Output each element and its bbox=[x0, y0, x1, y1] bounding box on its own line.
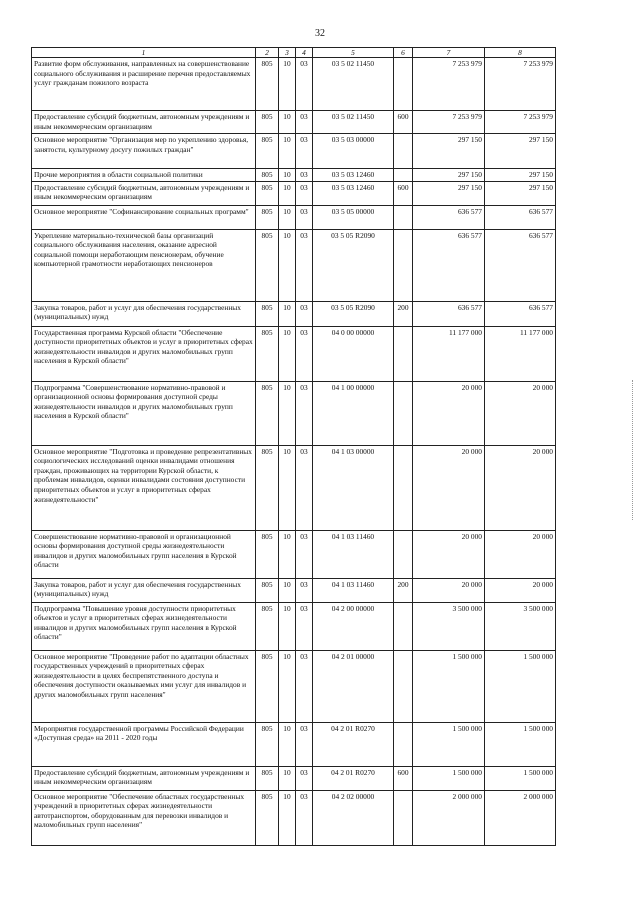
budget-table bbox=[31, 47, 556, 846]
margin-mark bbox=[632, 380, 634, 520]
amount-year-2: 1 500 000 bbox=[485, 766, 556, 790]
target-article-code: 04 2 00 00000 bbox=[313, 602, 394, 650]
expense-type-code: 600 bbox=[394, 111, 413, 134]
section-code: 10 bbox=[279, 134, 296, 169]
ministry-code: 805 bbox=[256, 381, 279, 445]
amount-year-1: 7 253 979 bbox=[413, 58, 485, 111]
amount-year-1: 1 500 000 bbox=[413, 722, 485, 766]
table-row bbox=[32, 790, 556, 845]
subsection-code: 03 bbox=[296, 766, 313, 790]
item-name: Подпрограмма "Повышение уровня доступности приоритетных объектов и услуг в приоритетных сферах жизнедеятельности инвалидов и других маломобильных групп населения в Курской области" bbox=[32, 602, 256, 650]
ministry-code: 805 bbox=[256, 326, 279, 381]
subsection-code: 03 bbox=[296, 58, 313, 111]
page-number: 32 bbox=[315, 28, 325, 39]
section-code: 10 bbox=[279, 229, 296, 301]
amount-year-2: 636 577 bbox=[485, 301, 556, 326]
expense-type-code bbox=[394, 58, 413, 111]
target-article-code: 04 1 00 00000 bbox=[313, 381, 394, 445]
expense-type-code: 600 bbox=[394, 766, 413, 790]
ministry-code: 805 bbox=[256, 766, 279, 790]
expense-type-code bbox=[394, 445, 413, 530]
subsection-code: 03 bbox=[296, 134, 313, 169]
section-code: 10 bbox=[279, 111, 296, 134]
section-code: 10 bbox=[279, 650, 296, 722]
amount-year-2: 20 000 bbox=[485, 445, 556, 530]
table-row bbox=[32, 578, 556, 602]
item-name: Основное мероприятие "Софинансирование социальных программ" bbox=[32, 205, 256, 229]
table-row bbox=[32, 205, 556, 229]
amount-year-1: 3 500 000 bbox=[413, 602, 485, 650]
amount-year-1: 297 150 bbox=[413, 169, 485, 182]
section-code: 10 bbox=[279, 326, 296, 381]
amount-year-2: 297 150 bbox=[485, 134, 556, 169]
header-row bbox=[32, 48, 556, 58]
ministry-code: 805 bbox=[256, 301, 279, 326]
item-name: Предоставление субсидий бюджетным, автономным учреждениям и иным некоммерческим организациям bbox=[32, 766, 256, 790]
target-article-code: 04 2 01 R0270 bbox=[313, 722, 394, 766]
ministry-code: 805 bbox=[256, 169, 279, 182]
subsection-code: 03 bbox=[296, 381, 313, 445]
header-cell: 8 bbox=[485, 48, 556, 58]
ministry-code: 805 bbox=[256, 181, 279, 205]
target-article-code: 03 5 03 00000 bbox=[313, 134, 394, 169]
amount-year-2: 20 000 bbox=[485, 381, 556, 445]
target-article-code: 04 0 00 00000 bbox=[313, 326, 394, 381]
ministry-code: 805 bbox=[256, 578, 279, 602]
amount-year-2: 2 000 000 bbox=[485, 790, 556, 845]
expense-type-code bbox=[394, 722, 413, 766]
section-code: 10 bbox=[279, 578, 296, 602]
section-code: 10 bbox=[279, 445, 296, 530]
subsection-code: 03 bbox=[296, 229, 313, 301]
subsection-code: 03 bbox=[296, 326, 313, 381]
amount-year-2: 297 150 bbox=[485, 181, 556, 205]
ministry-code: 805 bbox=[256, 205, 279, 229]
table-row bbox=[32, 326, 556, 381]
expense-type-code bbox=[394, 134, 413, 169]
section-code: 10 bbox=[279, 766, 296, 790]
target-article-code: 04 2 01 00000 bbox=[313, 650, 394, 722]
amount-year-1: 20 000 bbox=[413, 445, 485, 530]
target-article-code: 03 5 02 11450 bbox=[313, 111, 394, 134]
header-cell: 3 bbox=[279, 48, 296, 58]
amount-year-1: 636 577 bbox=[413, 229, 485, 301]
table-row bbox=[32, 111, 556, 134]
header-cell: 7 bbox=[413, 48, 485, 58]
expense-type-code: 200 bbox=[394, 578, 413, 602]
ministry-code: 805 bbox=[256, 58, 279, 111]
amount-year-2: 7 253 979 bbox=[485, 58, 556, 111]
section-code: 10 bbox=[279, 722, 296, 766]
target-article-code: 04 1 03 11460 bbox=[313, 578, 394, 602]
expense-type-code bbox=[394, 205, 413, 229]
subsection-code: 03 bbox=[296, 790, 313, 845]
amount-year-1: 2 000 000 bbox=[413, 790, 485, 845]
amount-year-2: 1 500 000 bbox=[485, 722, 556, 766]
header-cell: 1 bbox=[32, 48, 256, 58]
item-name: Закупка товаров, работ и услуг для обеспечения государственных (муниципальных) нужд bbox=[32, 301, 256, 326]
amount-year-2: 20 000 bbox=[485, 530, 556, 578]
item-name: Государственная программа Курской области "Обеспечение доступности приоритетных объектов и услуг в приоритетных сферах жизнедеятельности инвалидов и других маломобильных групп населения в Курской области" bbox=[32, 326, 256, 381]
subsection-code: 03 bbox=[296, 722, 313, 766]
table-row bbox=[32, 766, 556, 790]
item-name: Прочие мероприятия в области социальной политики bbox=[32, 169, 256, 182]
section-code: 10 bbox=[279, 205, 296, 229]
subsection-code: 03 bbox=[296, 602, 313, 650]
ministry-code: 805 bbox=[256, 650, 279, 722]
table-row bbox=[32, 530, 556, 578]
item-name: Подпрограмма "Совершенствование нормативно-правовой и организационной основы формирования доступной среды жизнедеятельности инвалидов и других маломобильных групп населения в Курской области" bbox=[32, 381, 256, 445]
item-name: Основное мероприятие "Организация мер по укреплению здоровья, занятости, культурному досугу пожилых граждан" bbox=[32, 134, 256, 169]
ministry-code: 805 bbox=[256, 445, 279, 530]
item-name: Предоставление субсидий бюджетным, автономным учреждениям и иным некоммерческим организациям bbox=[32, 111, 256, 134]
amount-year-2: 11 177 000 bbox=[485, 326, 556, 381]
table-row bbox=[32, 650, 556, 722]
amount-year-1: 297 150 bbox=[413, 134, 485, 169]
amount-year-2: 1 500 000 bbox=[485, 650, 556, 722]
expense-type-code: 600 bbox=[394, 181, 413, 205]
table-row bbox=[32, 229, 556, 301]
table-row bbox=[32, 301, 556, 326]
amount-year-1: 11 177 000 bbox=[413, 326, 485, 381]
subsection-code: 03 bbox=[296, 530, 313, 578]
subsection-code: 03 bbox=[296, 111, 313, 134]
ministry-code: 805 bbox=[256, 722, 279, 766]
target-article-code: 04 2 01 R0270 bbox=[313, 766, 394, 790]
expense-type-code bbox=[394, 229, 413, 301]
section-code: 10 bbox=[279, 181, 296, 205]
ministry-code: 805 bbox=[256, 602, 279, 650]
subsection-code: 03 bbox=[296, 578, 313, 602]
amount-year-2: 7 253 979 bbox=[485, 111, 556, 134]
expense-type-code: 200 bbox=[394, 301, 413, 326]
header-cell: 2 bbox=[256, 48, 279, 58]
item-name: Укрепление материально-технической базы организаций социального обслуживания населения, оказание адресной социальной помощи неработающим пенсионерам, обучение компьютерной грамотности неработающих пенсионеров bbox=[32, 229, 256, 301]
ministry-code: 805 bbox=[256, 790, 279, 845]
amount-year-1: 20 000 bbox=[413, 578, 485, 602]
section-code: 10 bbox=[279, 790, 296, 845]
subsection-code: 03 bbox=[296, 650, 313, 722]
amount-year-1: 636 577 bbox=[413, 205, 485, 229]
table-row bbox=[32, 381, 556, 445]
subsection-code: 03 bbox=[296, 169, 313, 182]
subsection-code: 03 bbox=[296, 205, 313, 229]
target-article-code: 04 1 03 00000 bbox=[313, 445, 394, 530]
item-name: Совершенствование нормативно-правовой и организационной основы формирования доступной среды жизнедеятельности инвалидов и других маломобильных групп населения в Курской области bbox=[32, 530, 256, 578]
section-code: 10 bbox=[279, 381, 296, 445]
table-row bbox=[32, 58, 556, 111]
item-name: Развитие форм обслуживания, направленных на совершенствование социального обслуживания и расширение перечня предоставляемых услуг гражданам пожилого возраста bbox=[32, 58, 256, 111]
expense-type-code bbox=[394, 650, 413, 722]
item-name: Основное мероприятие "Проведение работ по адаптации областных государственных учреждений в приоритетных сферах жизнедеятельности в целях беспрепятственного доступа и обеспечения доступности оказываемых ими услуг для инвалидов и других маломобильных групп населения" bbox=[32, 650, 256, 722]
target-article-code: 03 5 02 11450 bbox=[313, 58, 394, 111]
item-name: Закупка товаров, работ и услуг для обеспечения государственных (муниципальных) нужд bbox=[32, 578, 256, 602]
header-cell: 6 bbox=[394, 48, 413, 58]
table-row bbox=[32, 181, 556, 205]
target-article-code: 04 2 02 00000 bbox=[313, 790, 394, 845]
amount-year-1: 297 150 bbox=[413, 181, 485, 205]
header-cell: 5 bbox=[313, 48, 394, 58]
subsection-code: 03 bbox=[296, 301, 313, 326]
ministry-code: 805 bbox=[256, 530, 279, 578]
ministry-code: 805 bbox=[256, 111, 279, 134]
amount-year-2: 20 000 bbox=[485, 578, 556, 602]
table-row bbox=[32, 722, 556, 766]
table-row bbox=[32, 602, 556, 650]
table-row bbox=[32, 169, 556, 182]
item-name: Мероприятия государственной программы Российской Федерации «Доступная среда» на 2011 - 2020 годы bbox=[32, 722, 256, 766]
target-article-code: 03 5 05 R2090 bbox=[313, 301, 394, 326]
amount-year-2: 297 150 bbox=[485, 169, 556, 182]
target-article-code: 03 5 03 12460 bbox=[313, 181, 394, 205]
target-article-code: 03 5 05 00000 bbox=[313, 205, 394, 229]
expense-type-code bbox=[394, 602, 413, 650]
table-row bbox=[32, 445, 556, 530]
subsection-code: 03 bbox=[296, 445, 313, 530]
section-code: 10 bbox=[279, 530, 296, 578]
expense-type-code bbox=[394, 326, 413, 381]
section-code: 10 bbox=[279, 58, 296, 111]
amount-year-1: 20 000 bbox=[413, 381, 485, 445]
item-name: Основное мероприятие "Подготовка и проведение репрезентативных социологических исследований оценки инвалидами отношения граждан, проживающих на территории Курской области, к проблемам инвалидов, оценки инвалидами состояния доступности приоритетных объектов и услуг в приоритетных сферах жизнедеятельности" bbox=[32, 445, 256, 530]
header-cell: 4 bbox=[296, 48, 313, 58]
section-code: 10 bbox=[279, 602, 296, 650]
amount-year-2: 636 577 bbox=[485, 229, 556, 301]
table-row bbox=[32, 134, 556, 169]
amount-year-1: 20 000 bbox=[413, 530, 485, 578]
expense-type-code bbox=[394, 530, 413, 578]
section-code: 10 bbox=[279, 169, 296, 182]
amount-year-1: 1 500 000 bbox=[413, 650, 485, 722]
subsection-code: 03 bbox=[296, 181, 313, 205]
expense-type-code bbox=[394, 790, 413, 845]
section-code: 10 bbox=[279, 301, 296, 326]
amount-year-1: 636 577 bbox=[413, 301, 485, 326]
target-article-code: 04 1 03 11460 bbox=[313, 530, 394, 578]
amount-year-2: 636 577 bbox=[485, 205, 556, 229]
amount-year-1: 1 500 000 bbox=[413, 766, 485, 790]
target-article-code: 03 5 03 12460 bbox=[313, 169, 394, 182]
ministry-code: 805 bbox=[256, 134, 279, 169]
amount-year-1: 7 253 979 bbox=[413, 111, 485, 134]
amount-year-2: 3 500 000 bbox=[485, 602, 556, 650]
item-name: Предоставление субсидий бюджетным, автономным учреждениям и иным некоммерческим организациям bbox=[32, 181, 256, 205]
target-article-code: 03 5 05 R2090 bbox=[313, 229, 394, 301]
ministry-code: 805 bbox=[256, 229, 279, 301]
item-name: Основное мероприятие "Обеспечение областных государственных учреждений в приоритетных сферах жизнедеятельности автотранспортом, оборудованным для перевозки инвалидов и маломобильных групп населения" bbox=[32, 790, 256, 845]
expense-type-code bbox=[394, 169, 413, 182]
expense-type-code bbox=[394, 381, 413, 445]
